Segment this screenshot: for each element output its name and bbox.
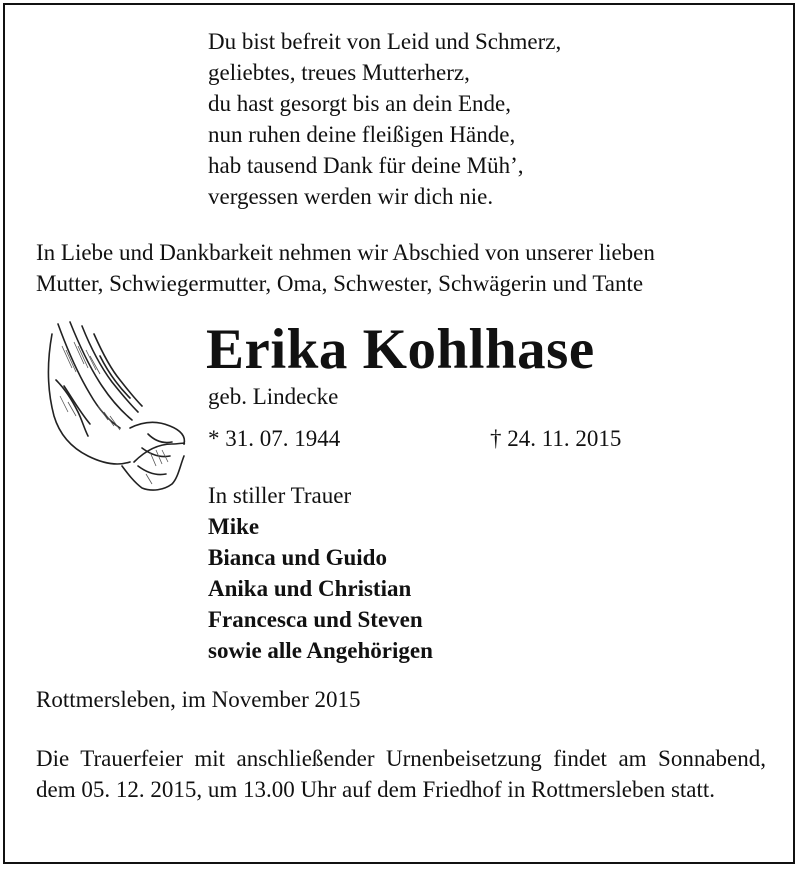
mourner-name: sowie alle Angehörigen [208,638,433,663]
maiden-name: geb. Lindecke [208,384,339,409]
birth-date: * 31. 07. 1944 [208,426,341,451]
mourner-name: Bianca und Guido [208,545,387,570]
poem [208,26,561,212]
mourners-heading: In stiller Trauer [208,483,352,508]
deceased-name: Erika Kohlhase [206,318,595,381]
praying-hands-icon [38,316,190,496]
poem-line: geliebtes, treues Mutterherz, [208,60,470,85]
place-date: Rottmersleben, im November 2015 [36,687,361,712]
intro-text [36,237,655,299]
mourner-name: Anika und Christian [208,576,412,601]
mourner-name: Francesca und Steven [208,607,423,632]
poem-line: du hast gesorgt bis an dein Ende, [208,91,511,116]
poem-line: hab tausend Dank für deine Müh’, [208,153,524,178]
mourners-block [208,480,433,666]
death-date: † 24. 11. 2015 [490,426,622,451]
intro-line: In Liebe und Dankbarkeit nehmen wir Abschied von unserer lieben [36,240,655,265]
funeral-notice: Die Trauerfeier mit anschließender Urnenbeisetzung findet am Sonnabend, dem 05. 12. 2015, um 13.00 Uhr auf dem Friedhof in Rottmersleben statt. [36,746,766,802]
poem-line: nun ruhen deine fleißigen Hände, [208,122,516,147]
intro-line: Mutter, Schwiegermutter, Oma, Schwester, Schwägerin und Tante [36,271,644,296]
poem-line: Du bist befreit von Leid und Schmerz, [208,29,562,54]
mourner-name: Mike [208,514,260,539]
poem-line: vergessen werden wir dich nie. [208,184,494,209]
